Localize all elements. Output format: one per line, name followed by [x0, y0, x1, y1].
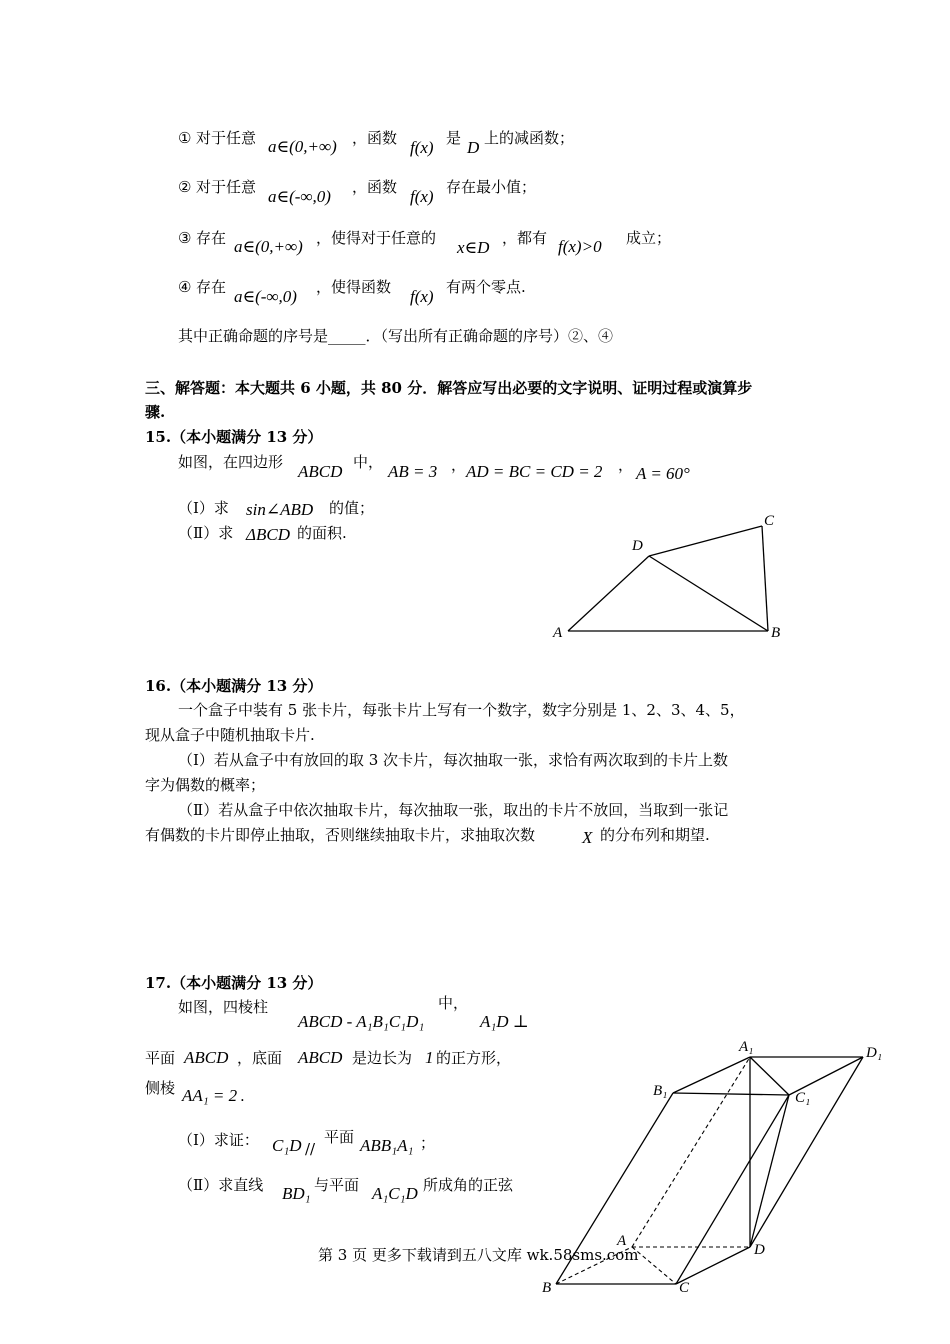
- math-expr: AD = BC = CD = 2: [466, 462, 603, 481]
- edge-DD1: [750, 1057, 863, 1247]
- math-expr: a∈(-∞,0): [234, 287, 297, 306]
- hidden-edge-AA1: [632, 1057, 750, 1247]
- label-D1: D₁: [866, 1045, 883, 1061]
- edge-CD: [676, 1247, 750, 1284]
- math-expr: a∈(0,+∞): [234, 237, 303, 256]
- math-expr: a∈(0,+∞): [268, 137, 337, 156]
- label-B1: B₁: [653, 1083, 668, 1099]
- math-expr: ABCD: [184, 1048, 229, 1067]
- hidden-edge-AC: [632, 1247, 676, 1284]
- math-expr: A₁C₁D: [372, 1184, 418, 1203]
- answer-line: 其中正确命题的序号是_____．（写出所有正确命题的序号）②、④: [178, 327, 614, 345]
- label-C: C: [679, 1280, 690, 1296]
- math-expr: sin∠ABD: [246, 500, 314, 519]
- label-C1: C₁: [795, 1090, 811, 1106]
- math-expr: f(x): [410, 187, 434, 206]
- label-A1: A₁: [739, 1039, 754, 1055]
- label-C: C: [764, 513, 775, 529]
- edge-B1A1: [673, 1057, 750, 1093]
- math-expr: x∈D: [457, 238, 490, 257]
- q16-heading: 16.（本小题满分 13 分）: [145, 677, 323, 695]
- edge-C1D: [750, 1095, 789, 1247]
- math-expr: f(x)>0: [558, 237, 602, 256]
- label-B: B: [542, 1280, 552, 1296]
- math-expr: f(x): [410, 287, 434, 306]
- prop-label: ②: [178, 178, 192, 196]
- label-B: B: [771, 625, 781, 641]
- math-expr: ΔBCD: [246, 525, 290, 544]
- prop-label: ④: [178, 278, 192, 296]
- diagonal-DB: [649, 556, 768, 631]
- label-D: D: [754, 1242, 765, 1258]
- math-expr: ABCD: [298, 462, 343, 481]
- math-expr: AA₁ = 2: [182, 1086, 238, 1105]
- edge-B1C1: [673, 1093, 789, 1095]
- page-footer: 第 3 页 更多下载请到五八文库 wk.58sms.com: [318, 1246, 639, 1264]
- math-expr: A₁D ⊥: [480, 1012, 529, 1031]
- section-heading-cont: 骤.: [145, 403, 166, 421]
- section-heading: 三、解答题：本大题共 6 小题，共 80 分．解答应写出必要的文字说明、证明过程或演算步: [145, 379, 753, 397]
- label-A: A: [617, 1233, 627, 1249]
- math-expr: ABB₁A₁: [360, 1136, 414, 1155]
- edge-DC: [649, 526, 762, 556]
- math-expr: BD₁: [282, 1184, 311, 1203]
- label-A: A: [553, 625, 563, 641]
- edge-A1C1: [750, 1057, 789, 1095]
- math-expr: A = 60°: [636, 464, 690, 483]
- math-expr: f(x): [410, 138, 434, 157]
- edge-D1C1: [789, 1057, 863, 1095]
- math-expr: ABCD - A₁B₁C₁D₁: [298, 1012, 425, 1031]
- prop-label: ①: [178, 129, 192, 147]
- math-expr: C₁D: [272, 1136, 302, 1155]
- math-expr: ABCD: [298, 1048, 343, 1067]
- edge-CB: [762, 526, 768, 631]
- math-expr: 1: [425, 1048, 434, 1067]
- math-expr: X: [582, 828, 593, 847]
- math-expr: D: [467, 138, 480, 157]
- math-expr: AB = 3: [388, 462, 438, 481]
- math-expr: a∈(-∞,0): [268, 187, 331, 206]
- edge-AD: [568, 556, 649, 631]
- q17-heading: 17.（本小题满分 13 分）: [145, 974, 323, 992]
- label-D: D: [632, 538, 643, 554]
- prop-label: ③: [178, 229, 192, 247]
- q15-heading: 15.（本小题满分 13 分）: [145, 428, 323, 446]
- edge-CC1: [676, 1095, 789, 1284]
